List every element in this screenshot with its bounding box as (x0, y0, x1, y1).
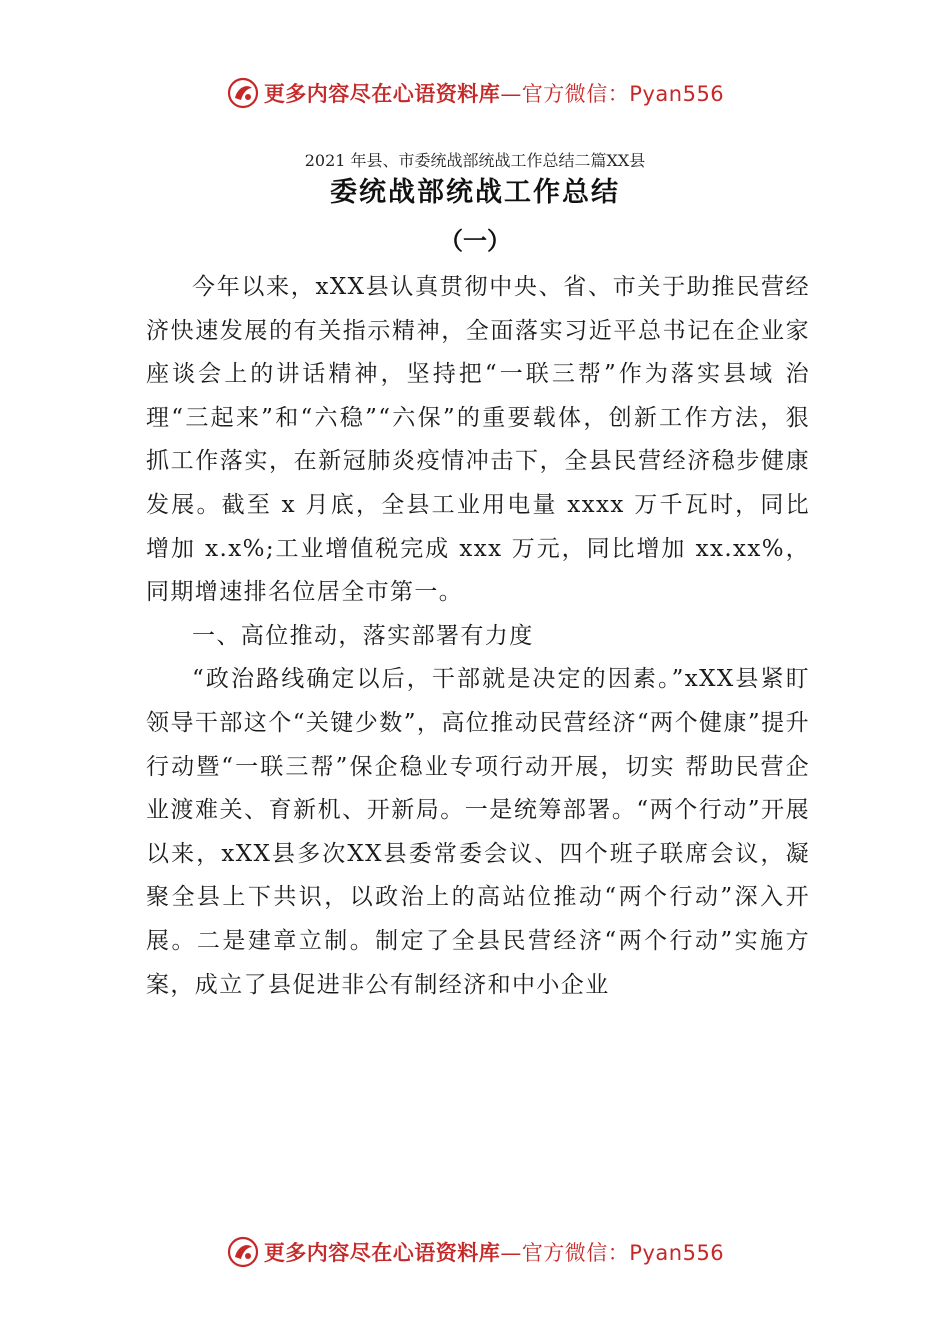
watermark-contact: 官方微信：Pyan556 (521, 82, 725, 106)
document-body (146, 266, 810, 1007)
document-title: 委统战部统战工作总结 (330, 177, 620, 208)
watermark-header (0, 71, 950, 115)
watermark-text (264, 78, 724, 108)
watermark-text (264, 1237, 724, 1267)
document-subtitle: 2021 年县、市委统战部统战工作总结二篇XX县 (304, 151, 646, 170)
watermark-main-text: 更多内容尽在心语资料库 (263, 82, 501, 106)
watermark-dash: — (500, 82, 522, 106)
watermark-footer (0, 1230, 950, 1274)
watermark-dash: — (500, 1241, 522, 1265)
document-part-label: （一） (439, 227, 511, 255)
body-paragraph: “政治路线确定以后，干部就是决定的因素。”xXX县紧盯领导干部这个“关键少数”，高位推动民营经济“两个健康”提升行动暨“一联三帮”保企稳业专项行动开展，切实 帮助民营企业渡难关、育新机、开新局。一是统筹部署。“两个行动”开展以来，xXX县多次XX县委常委会议、四个班子联席会议，凝聚全县上下共识，以政治上的高站位推动“两个行动”深入开展。二是建章立制。制定了全县民营经济“两个行动”实施方案，成立了县促进非公有制经济和中小企业 (146, 666, 810, 998)
watermark-main-text: 更多内容尽在心语资料库 (263, 1241, 501, 1265)
section-heading: 一、高位推动，落实部署有力度 (192, 622, 534, 649)
watermark-contact: 官方微信：Pyan556 (521, 1241, 725, 1265)
brand-logo-icon (226, 76, 260, 110)
brand-logo-icon (226, 1235, 260, 1269)
body-paragraph: 今年以来，xXX县认真贯彻中央、省、市关于助推民营经济快速发展的有关指示精神，全面落实习近平总书记在企业家座谈会上的讲话精神，坚持把“一联三帮”作为落实县域 治理“三起来”和“六稳”“六保”的重要载体，创新工作方法，狠抓工作落实，在新冠肺炎疫情冲击下，全县民营经济稳步健康发展。截至 x 月底，全县工业用电量 xxxx 万千瓦时，同比增加 x.x%;工业增值税完成 xxx 万元，同比增加 xx.xx%，同期增速排名位居全市第一。 (146, 274, 810, 606)
